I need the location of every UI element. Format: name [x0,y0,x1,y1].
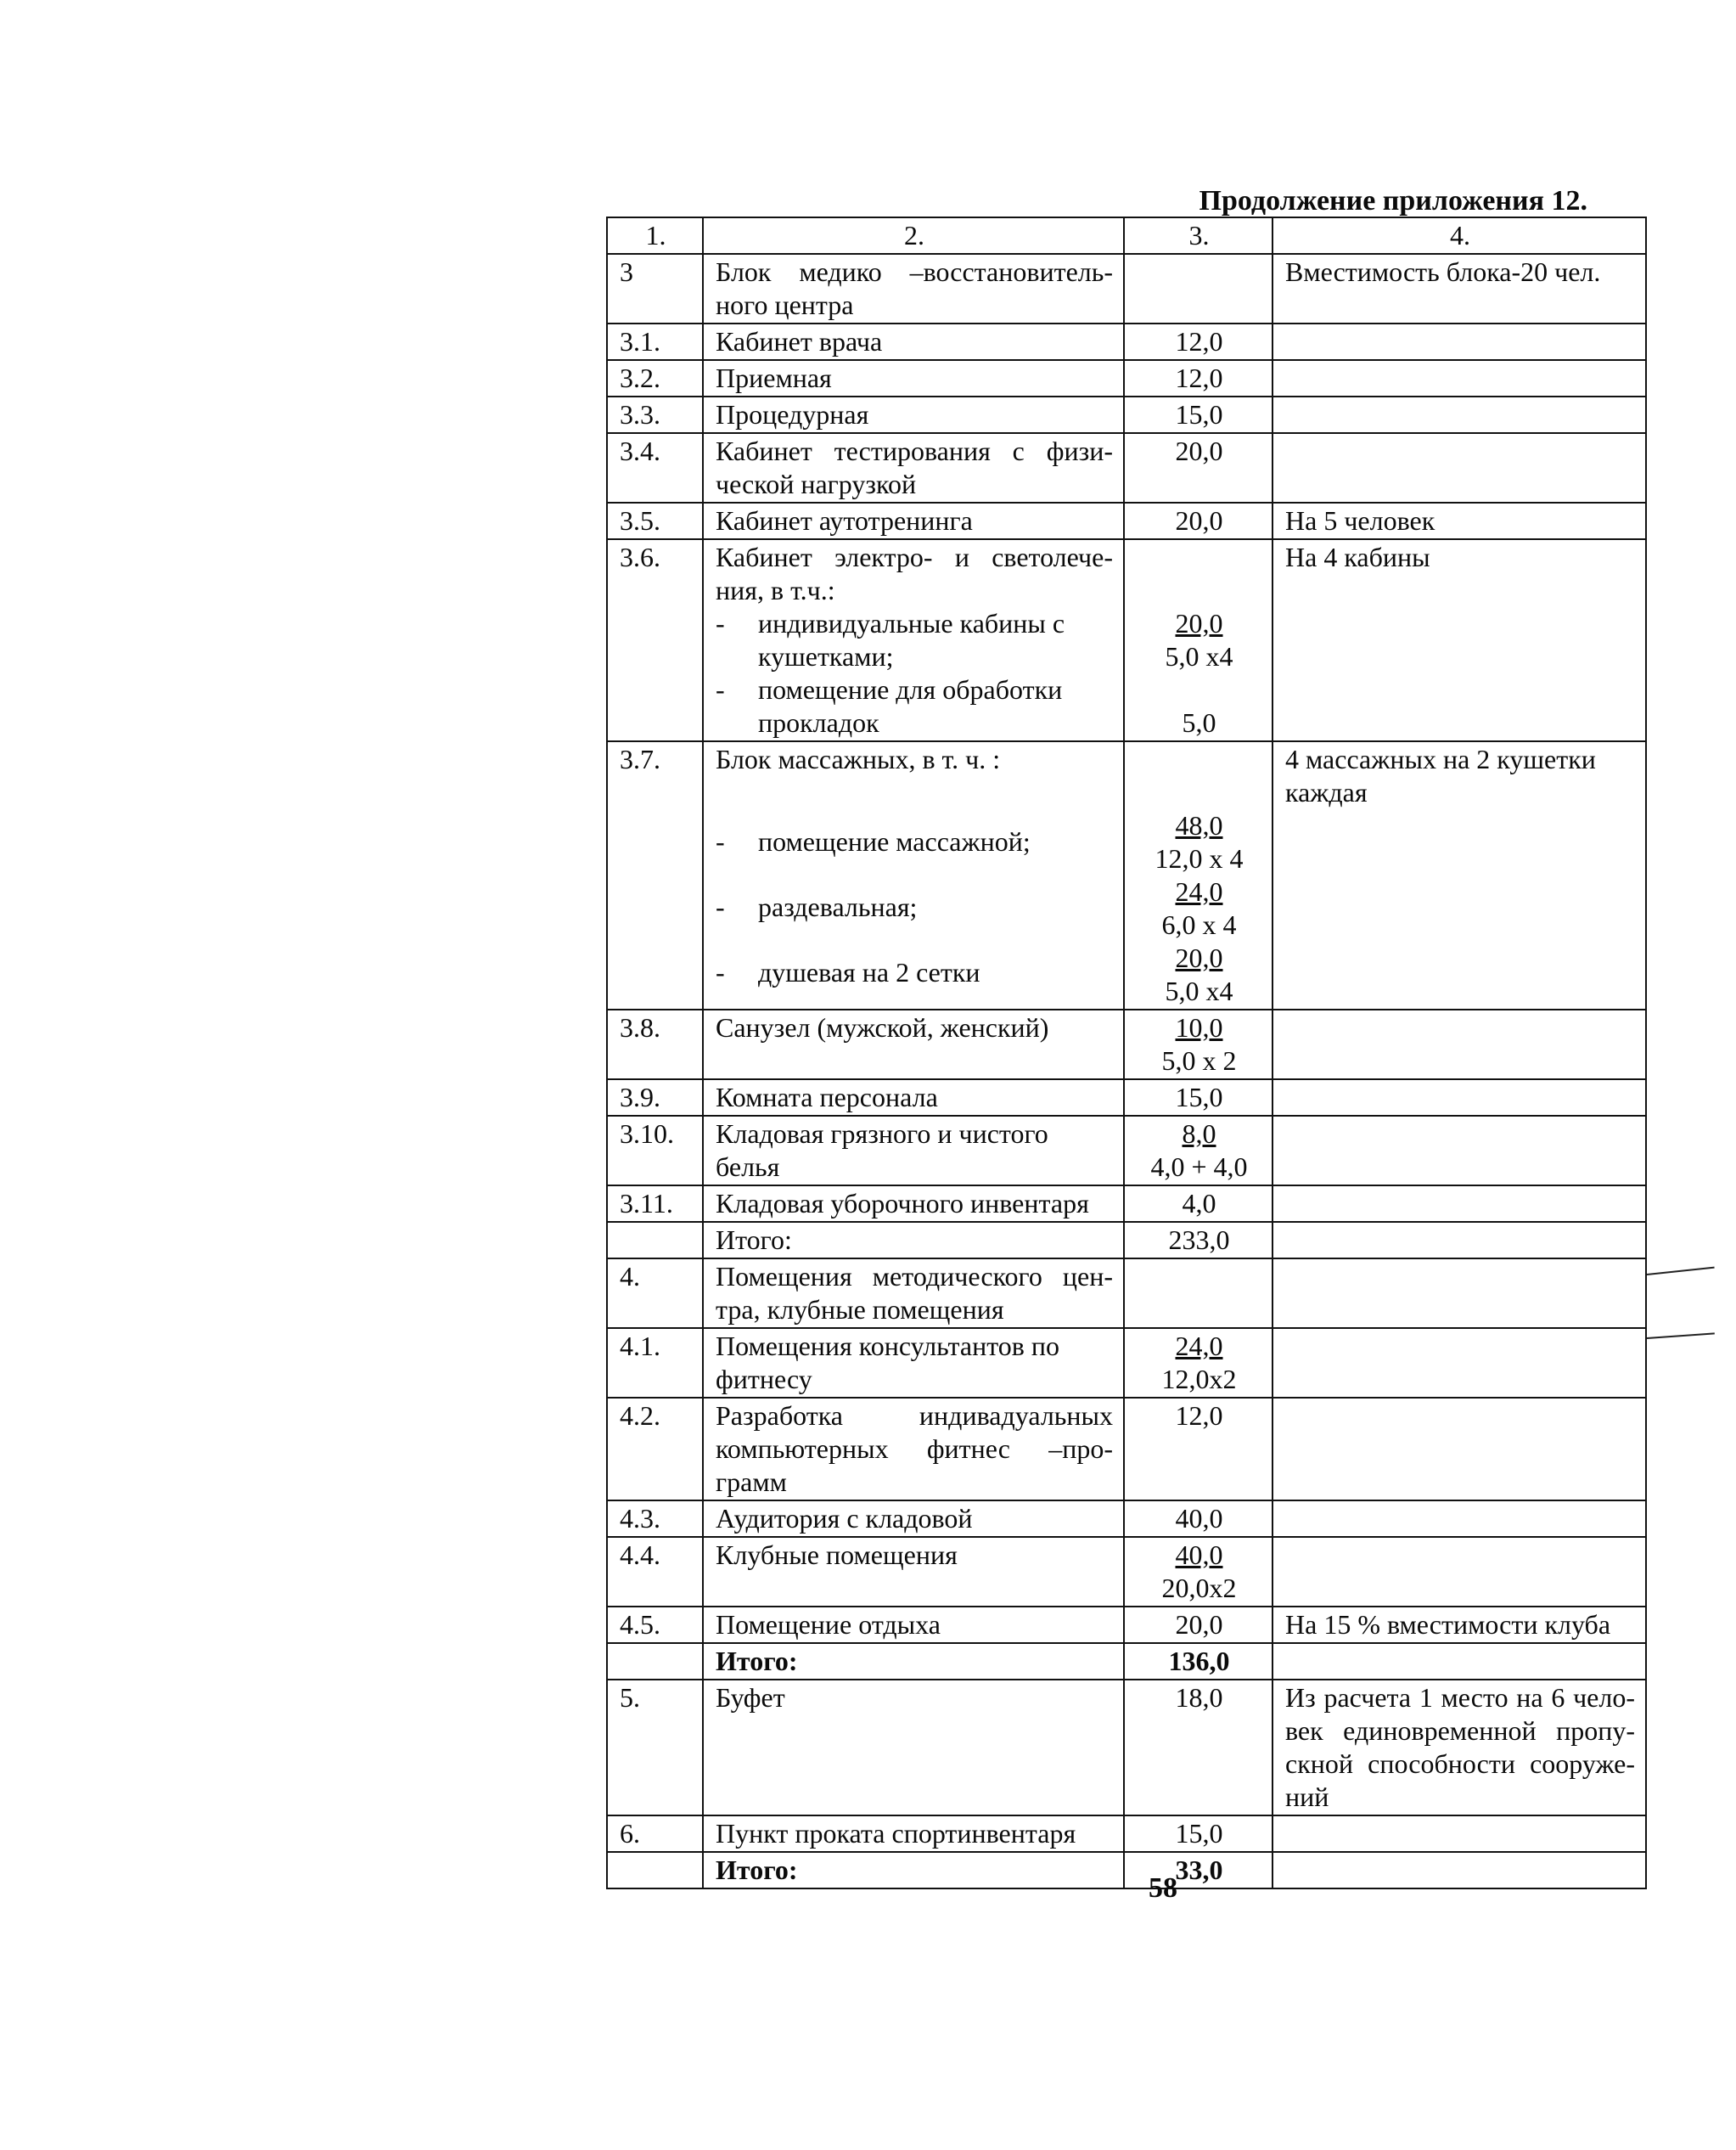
room-note [1273,1222,1646,1258]
room-area: 20,0 [1124,1607,1273,1643]
room-note [1273,1328,1646,1398]
subtotal-label: Итого: [703,1852,1124,1888]
room-name: Кабинет аутотренинга [703,503,1124,539]
room-name: Помещения консультантов по фитнесу [703,1328,1124,1398]
table-row [607,1680,1646,1815]
room-note: На 4 кабины [1273,539,1646,741]
row-number: 3.5. [607,503,703,539]
table-caption: Продолжение приложения 12. [1199,185,1587,217]
column-header-3: 3. [1124,217,1273,254]
table-row [607,1607,1646,1643]
room-name: Разработка индивадуальных компьютерных фитнес –про-грамм [703,1398,1124,1500]
subtotal-label: Итого: [703,1643,1124,1680]
table-row [607,360,1646,397]
scan-artifact-line [1647,1332,1715,1339]
row-number: 3.10. [607,1116,703,1185]
subtotal-area: 33,0 [1124,1852,1273,1888]
sub-item-area: 20,0 [1175,943,1223,973]
table-row [607,1398,1646,1500]
row-number: 5. [607,1680,703,1815]
room-note [1273,1398,1646,1500]
room-area-cell [1124,539,1273,741]
row-number: 3.9. [607,1079,703,1116]
table-row [607,397,1646,433]
table-row [607,741,1646,1010]
column-header-1: 1. [607,217,703,254]
room-area: 8,0 [1182,1118,1216,1149]
row-number: 3.1. [607,324,703,360]
room-note [1273,1643,1646,1680]
room-name: Буфет [703,1680,1124,1815]
room-area: 12,0 [1124,1398,1273,1500]
premises-table [606,217,1647,1889]
bullet-dash: - [716,892,725,922]
bullet-dash: - [716,826,725,857]
table-container [606,217,1647,1889]
table-row [607,1815,1646,1852]
sub-item-label: индивидуальные кабины с кушетками; [758,608,1065,672]
row-number: 3.11. [607,1185,703,1222]
room-name: Кабинет электро- и светолече-ния, в т.ч.: [716,542,1113,605]
subtotal-area: 136,0 [1124,1643,1273,1680]
room-name: Блок массажных, в т. ч. : [716,744,1001,774]
sub-item-label: помещение массажной; [758,826,1031,857]
subtotal-label: Итого: [703,1222,1124,1258]
room-note [1273,1079,1646,1116]
row-number: 4.5. [607,1607,703,1643]
sub-item-calc: 5,0 х4 [1165,976,1233,1006]
room-area: 18,0 [1124,1680,1273,1815]
room-area-cell [1124,1537,1273,1607]
room-note: На 5 человек [1273,503,1646,539]
table-row [607,433,1646,503]
sub-item-area: 20,0 [1175,608,1223,639]
scan-artifact-line [1647,1267,1715,1275]
row-number: 3.4. [607,433,703,503]
bullet-dash: - [716,957,725,988]
room-area-cell [1124,1328,1273,1398]
room-name: Аудитория с кладовой [703,1500,1124,1537]
room-area-calc: 12,0х2 [1161,1364,1237,1394]
row-number: 4.1. [607,1328,703,1398]
row-number: 6. [607,1815,703,1852]
table-row [607,1079,1646,1116]
table-header-row [607,217,1646,254]
sub-item-area: 48,0 [1175,810,1223,841]
row-number: 3.6. [607,539,703,741]
room-area-calc: 5,0 х 2 [1161,1045,1237,1076]
room-note: 4 массажных на 2 кушетки каждая [1273,741,1646,1010]
sub-item [716,956,1113,989]
row-number: 3.7. [607,741,703,1010]
room-area: 40,0 [1124,1500,1273,1537]
row-number [607,1852,703,1888]
room-area [1124,254,1273,324]
sub-item-label: душевая на 2 сетки [758,957,980,988]
room-area-cell [1124,741,1273,1010]
room-area: 15,0 [1124,1079,1273,1116]
room-area: 15,0 [1124,397,1273,433]
room-name: Приемная [703,360,1124,397]
sub-item-calc: 12,0 х 4 [1155,843,1244,874]
room-area: 40,0 [1175,1539,1223,1570]
room-area: 20,0 [1124,433,1273,503]
room-note [1273,1537,1646,1607]
row-number: 4. [607,1258,703,1328]
row-number: 3 [607,254,703,324]
room-note [1273,1185,1646,1222]
room-area-calc: 20,0х2 [1161,1573,1237,1603]
subtotal-row [607,1643,1646,1680]
sub-item [716,673,1113,740]
room-note [1273,324,1646,360]
sub-item-calc: 6,0 х 4 [1161,909,1237,940]
sub-item-area: 24,0 [1175,876,1223,907]
sub-item-label: раздевальная; [758,892,918,922]
room-name: Блок медико –восстановитель-ного центра [703,254,1124,324]
table-row [607,254,1646,324]
row-number: 4.3. [607,1500,703,1537]
table-row [607,1116,1646,1185]
room-note [1273,360,1646,397]
table-row [607,503,1646,539]
row-number: 4.4. [607,1537,703,1607]
table-row [607,1185,1646,1222]
room-name: Клубные помещения [703,1537,1124,1607]
row-number [607,1643,703,1680]
room-note [1273,1815,1646,1852]
sub-item-label: помещение для обработки прокладок [758,674,1063,738]
room-area: 4,0 [1124,1185,1273,1222]
table-row [607,1500,1646,1537]
room-name: Кабинет врача [703,324,1124,360]
room-area: 24,0 [1175,1331,1223,1361]
room-name: Комната персонала [703,1079,1124,1116]
room-area-cell [1124,1116,1273,1185]
row-number [607,1222,703,1258]
room-name: Помещение отдыха [703,1607,1124,1643]
room-note [1273,1116,1646,1185]
table-row [607,539,1646,741]
room-name: Процедурная [703,397,1124,433]
row-number: 3.3. [607,397,703,433]
subtotal-row [607,1222,1646,1258]
column-header-2: 2. [703,217,1124,254]
row-number: 3.2. [607,360,703,397]
room-area: 12,0 [1124,324,1273,360]
sub-item-calc: 5,0 х4 [1165,641,1233,672]
room-note [1273,1010,1646,1079]
row-number: 3.8. [607,1010,703,1079]
room-name: Кабинет тестирования с физи-ческой нагрузкой [703,433,1124,503]
room-note [1273,397,1646,433]
room-area: 12,0 [1124,360,1273,397]
subtotal-row [607,1852,1646,1888]
room-note [1273,1258,1646,1328]
room-name: Санузел (мужской, женский) [703,1010,1124,1079]
room-name: Пункт проката спортинвентаря [703,1815,1124,1852]
room-area: 15,0 [1124,1815,1273,1852]
table-row [607,324,1646,360]
table-row [607,1010,1646,1079]
sub-item-area: 5,0 [1182,707,1216,738]
sub-item [716,607,1113,673]
table-row [607,1258,1646,1328]
room-area-cell [1124,1010,1273,1079]
page-number: 58 [1149,1872,1177,1904]
room-name: Кладовая уборочного инвентаря [703,1185,1124,1222]
room-area: 20,0 [1124,503,1273,539]
bullet-dash: - [716,674,725,705]
room-area [1124,1258,1273,1328]
room-note: Из расчета 1 место на 6 чело-век единовременной пропу-скной способности сооруже-ний [1273,1680,1646,1815]
sub-item [716,825,1113,858]
row-number: 4.2. [607,1398,703,1500]
room-name-cell [703,539,1124,741]
room-note: На 15 % вместимости клуба [1273,1607,1646,1643]
room-area-calc: 4,0 + 4,0 [1150,1151,1248,1182]
room-note [1273,1852,1646,1888]
subtotal-area: 233,0 [1124,1222,1273,1258]
column-header-4: 4. [1273,217,1646,254]
room-note [1273,433,1646,503]
room-area: 10,0 [1175,1012,1223,1043]
table-row [607,1537,1646,1607]
room-name: Помещения методического цен-тра, клубные помещения [703,1258,1124,1328]
room-note: Вместимость блока-20 чел. [1273,254,1646,324]
table-row [607,1328,1646,1398]
room-note [1273,1500,1646,1537]
room-name: Кладовая грязного и чистого белья [703,1116,1124,1185]
bullet-dash: - [716,608,725,639]
sub-item [716,891,1113,924]
room-name-cell [703,741,1124,1010]
